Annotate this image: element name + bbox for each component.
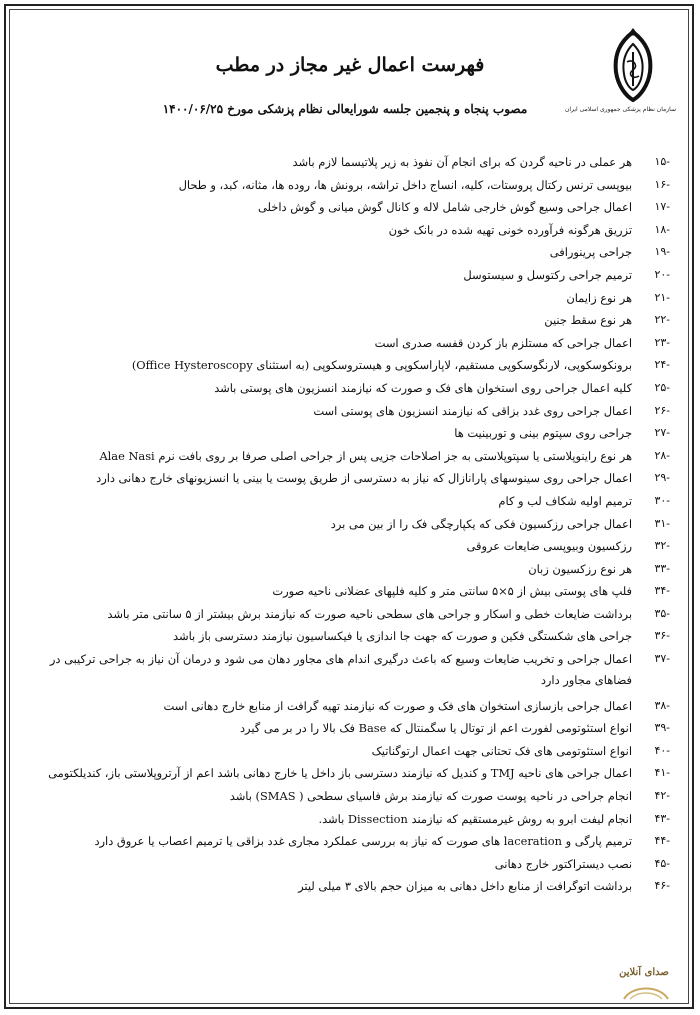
- list-item: [22, 516, 670, 532]
- item-number: -۴۴: [654, 834, 670, 848]
- item-number: -۳۳: [654, 561, 670, 575]
- emblem-caption: سازمان نظام پزشکی جمهوری اسلامی ایران: [564, 106, 676, 113]
- medical-council-emblem-icon: [610, 28, 656, 104]
- item-text: انجام لیفت ابرو به روش غیرمستقیم که نیازمند Dissection باشد.: [318, 811, 632, 826]
- list-item: [22, 788, 670, 804]
- item-text: ترمیم اولیه شکاف لب و کام: [498, 493, 632, 508]
- item-text: هر نوع زایمان: [566, 290, 632, 305]
- item-number: -۲۷: [654, 426, 670, 440]
- item-text: رزکسیون وبیوپسی ضایعات عروقی: [466, 539, 632, 554]
- item-number: -۲۸: [654, 448, 670, 462]
- item-list: [22, 154, 670, 901]
- item-text: اعمال جراحی که مستلزم باز کردن قفسه صدری است: [374, 335, 632, 350]
- item-number: -۱۸: [654, 222, 670, 236]
- item-number: -۴۲: [654, 789, 670, 803]
- item-text: برونکوسکوپی، لارنگوسکوپی مستقیم، لاپاراسکوپی و هیستروسکوپی (به استثنای Office Hysteroscopy): [131, 358, 632, 373]
- item-text: ترمیم جراحی رکتوسل و سیستوسل: [463, 267, 632, 282]
- item-number: -۱۹: [654, 245, 670, 259]
- list-item: [22, 199, 670, 215]
- list-item: [22, 177, 670, 193]
- item-text: اعمال جراحی رزکسیون فکی که یکپارچگی فک را از بین می برد: [330, 516, 632, 531]
- item-text: کلیه اعمال جراحی روی استخوان های فک و صورت که نیازمند انسزیون های پوستی باشد: [214, 380, 632, 395]
- list-item: [22, 583, 670, 599]
- list-item: [22, 856, 670, 872]
- item-text: انجام جراحی در ناحیه پوست صورت که نیازمند برش فاسیای سطحی ( SMAS) باشد: [229, 789, 632, 804]
- item-number: -۳۹: [654, 721, 670, 735]
- item-number: -۳۴: [654, 584, 670, 598]
- item-text: هر نوع راینوپلاستی یا سپتوپلاستی به جز اصلاحات جزیی پس از جراحی اصلی صرفا بر روی بافت نرم Alae Nasi: [99, 448, 632, 463]
- item-number: -۴۱: [654, 766, 670, 780]
- item-number: -۱۶: [654, 177, 670, 191]
- item-number: -۱۷: [654, 200, 670, 214]
- item-number: -۲۴: [654, 358, 670, 372]
- list-item: [22, 606, 670, 622]
- item-number: -۲۶: [654, 403, 670, 417]
- item-number: -۴۵: [654, 856, 670, 870]
- list-item: [22, 222, 670, 238]
- list-item: [22, 425, 670, 441]
- item-number: -۱۵: [654, 155, 670, 168]
- item-text: اعمال جراحی و تخریب ضایعات وسیع که باعث درگیری اندام های مجاور دهان می شود و درمان آن نیاز به جراحی ترکیبی در فضاهای مجاور دارد: [49, 652, 632, 688]
- item-text: اعمال جراحی بازسازی استخوان های فک و صورت که نیازمند تهیه گرافت از منابع خارج دهانی است: [163, 698, 632, 713]
- list-item: [22, 267, 670, 283]
- item-text: جراحی پرینورافی: [549, 245, 632, 260]
- news-logo: [610, 965, 682, 1005]
- item-text: ترمیم پارگی و laceration های صورت که نیاز به بررسی عملکرد مجاری غدد بزاقی یا ترمیم اعصاب یا عروق دارد: [94, 834, 632, 849]
- item-number: -۳۱: [654, 516, 670, 530]
- item-text: جراحی های شکستگی فکین و صورت که جهت جا اندازی یا فیکساسیون نیازمند دسترسی باز باشد: [173, 629, 632, 644]
- list-item: [22, 290, 670, 306]
- item-number: -۳۵: [654, 606, 670, 620]
- item-text: برداشت اتوگرافت از منابع داخل دهانی به میزان حجم بالای ۳ میلی لیتر: [298, 879, 632, 894]
- item-text: هر عملی در ناحیه گردن که برای انجام آن نفوذ به زیر پلاتیسما لازم باشد: [292, 155, 632, 169]
- item-number: -۳۲: [654, 539, 670, 553]
- item-text: هر نوع رزکسیون زبان: [528, 561, 632, 576]
- list-item: [22, 312, 670, 328]
- item-text: برداشت ضایعات خطی و اسکار و جراحی های سطحی ناحیه صورت که نیازمند برش بیشتر از ۵ سانتی متر باشد: [107, 606, 632, 621]
- item-number: -۴۳: [654, 811, 670, 825]
- item-text: تزریق هرگونه فرآورده خونی تهیه شده در بانک خون: [388, 222, 632, 237]
- list-item: [22, 720, 670, 736]
- list-item: [22, 561, 670, 577]
- item-text: اعمال جراحی روی سینوسهای پارانازال که نیاز به دسترسی از طریق پوست یا بینی یا انسزیونهای خارج دهانی دارد: [96, 471, 632, 486]
- emblem-logo: [564, 28, 676, 118]
- list-item: [22, 493, 670, 509]
- list-item: [22, 698, 670, 714]
- list-item: [22, 154, 670, 170]
- list-item: [22, 651, 670, 691]
- item-number: -۴۶: [654, 879, 670, 893]
- item-text: اعمال جراحی روی غدد بزاقی که نیازمند انسزیون های پوستی است: [313, 403, 632, 418]
- list-item: [22, 380, 670, 396]
- item-number: -۴۰: [654, 743, 670, 757]
- list-item: [22, 743, 670, 759]
- item-number: -۲۵: [654, 380, 670, 394]
- list-item: [22, 244, 670, 260]
- item-number: -۲۰: [654, 267, 670, 281]
- list-item: [22, 833, 670, 849]
- document-subtitle: مصوب پنجاه و پنجمین جلسه شورایعالی نظام پزشکی مورخ ۱۴۰۰/۰۶/۲۵: [162, 102, 528, 116]
- list-item: [22, 470, 670, 486]
- list-item: [22, 811, 670, 827]
- item-number: -۲۱: [654, 290, 670, 304]
- list-item: [22, 357, 670, 373]
- list-item: [22, 403, 670, 419]
- list-item: [22, 448, 670, 464]
- list-item: [22, 335, 670, 351]
- item-number: -۲۳: [654, 335, 670, 349]
- news-logo-text: صدای آنلاین: [619, 967, 669, 978]
- item-text: اعمال جراحی وسیع گوش خارجی شامل لاله و کانال گوش میانی و گوش داخلی: [258, 200, 632, 215]
- item-number: -۳۷: [654, 652, 670, 666]
- item-text: هر نوع سقط جنین: [544, 313, 632, 328]
- item-text: فلپ های پوستی بیش از ۵×۵ سانتی متر و کلیه فلپهای عضلانی ناحیه صورت: [272, 584, 632, 599]
- list-item: [22, 628, 670, 644]
- item-text: جراحی روی سپتوم بینی و توربینیت ها: [454, 426, 632, 441]
- item-number: -۳۶: [654, 629, 670, 643]
- item-number: -۲۲: [654, 313, 670, 327]
- item-number: -۳۰: [654, 493, 670, 507]
- item-text: نصب دیستراکتور خارج دهانی: [494, 856, 632, 871]
- item-number: -۳۸: [654, 698, 670, 712]
- document-title: فهرست اعمال غیر مجاز در مطب: [215, 54, 485, 76]
- item-text: بیوپسی ترنس رکتال پروستات، کلیه، انساج داخل تراشه، برونش ها، روده ها، مثانه، کبد، و طحال: [178, 177, 632, 192]
- item-text: اعمال جراحی های ناحیه TMJ و کندیل که نیازمند دسترسی باز داخل یا خارج دهانی باشد اعم از آرتروپلاستی باز، کندیلکتومی: [48, 766, 632, 781]
- item-number: -۲۹: [654, 471, 670, 485]
- list-item: [22, 538, 670, 554]
- list-item: [22, 878, 670, 894]
- list-item: [22, 765, 670, 781]
- item-text: انواع استئوتومی لفورت اعم از توتال یا سگمنتال که Base فک بالا را در بر می گیرد: [239, 721, 632, 736]
- item-text: انواع استئوتومی های فک تحتانی جهت اعمال ارتوگناتیک: [371, 743, 632, 758]
